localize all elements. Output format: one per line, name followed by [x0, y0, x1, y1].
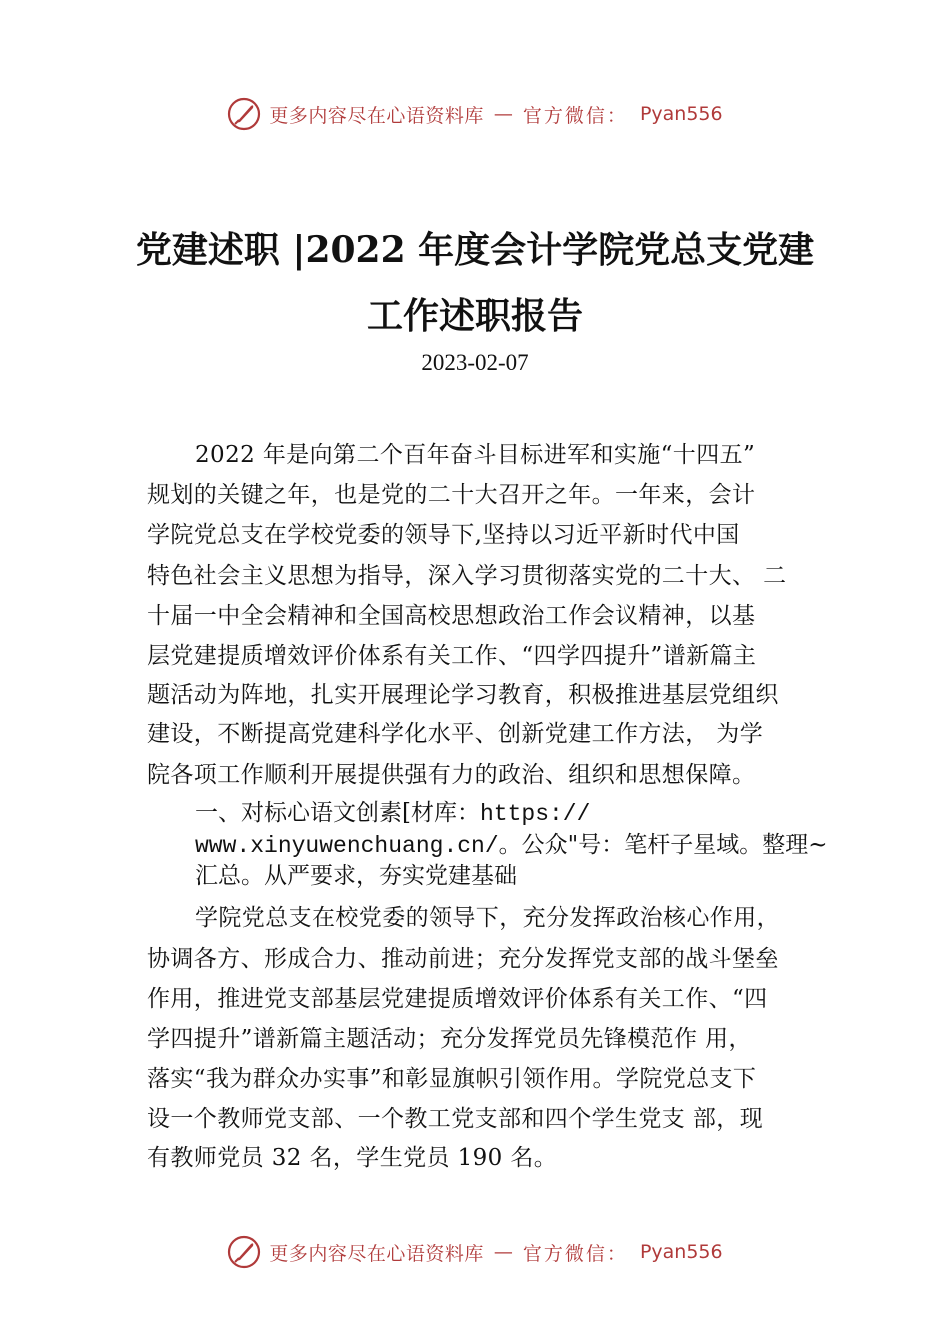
paragraph-line: 十届一中全会精神和全国高校思想政治工作会议精神，以基 — [147, 603, 756, 629]
feather-pen-logo-icon — [227, 97, 261, 131]
watermark-label: 官方微信： — [522, 1242, 628, 1265]
paragraph-line: 学院党总支在校党委的领导下，充分发挥政治核心作用， — [195, 905, 780, 931]
paragraph-line: 院各项工作顺利开展提供强有力的政治、组织和思想保障。 — [147, 762, 756, 788]
paragraph-line: 建设，不断提高党建科学化水平、创新党建工作方法， 为学 — [147, 721, 764, 747]
paragraph-line: 作用，推进党支部基层党建提质增效评价体系有关工作、“四 — [147, 986, 768, 1012]
document-title-line-2: 工作述职报告 — [366, 295, 583, 337]
watermark-site-text: 更多内容尽在心语资料库 — [269, 104, 484, 127]
paragraph-line: 有教师党员 32 名，学生党员 190 名。 — [147, 1145, 558, 1171]
paragraph-line: 学四提升”谱新篇主题活动；充分发挥党员先锋模范作 用， — [147, 1026, 752, 1052]
feather-pen-logo-icon — [227, 1235, 261, 1269]
section-heading-line-2 — [195, 830, 828, 861]
watermark-separator: — — [493, 1241, 513, 1263]
paragraph-line: 规划的关键之年，也是党的二十大召开之年。一年来，会计 — [147, 482, 756, 508]
section-heading-suffix: 。公众"号：笔杆子星域。整理~ — [498, 832, 828, 858]
section-heading-line-1 — [195, 798, 590, 829]
watermark-header — [0, 92, 950, 136]
watermark-wechat-id: Pyan556 — [639, 1241, 723, 1263]
watermark-wechat-id: Pyan556 — [639, 103, 723, 125]
source-url-part-2: www.xinyuwenchuang.cn/ — [195, 833, 499, 859]
paragraph-line: 题活动为阵地，扎实开展理论学习教育，积极推进基层党组织 — [147, 682, 779, 708]
watermark-site-text: 更多内容尽在心语资料库 — [269, 1242, 484, 1265]
paragraph-line: 设一个教师党支部、一个教工党支部和四个学生党支 部，现 — [147, 1106, 764, 1132]
section-heading-line-3: 汇总。从严要求，夯实党建基础 — [195, 863, 517, 889]
section-heading-prefix: 一、对标心语文创素[材库： — [195, 800, 480, 826]
paragraph-line: 特色社会主义思想为指导，深入学习贯彻落实党的二十大、 二 — [147, 563, 787, 589]
watermark-footer — [0, 1230, 950, 1274]
document-date: 2023-02-07 — [421, 350, 529, 375]
paragraph-line: 2022 年是向第二个百年奋斗目标进军和实施“十四五” — [195, 442, 756, 468]
source-url-part-1: https:// — [479, 801, 591, 827]
watermark-label: 官方微信： — [522, 104, 628, 127]
paragraph-line: 协调各方、形成合力、推动前进；充分发挥党支部的战斗堡垒 — [147, 946, 779, 972]
paragraph-line: 落实“我为群众办实事”和彰显旗帜引领作用。学院党总支下 — [147, 1066, 757, 1092]
paragraph-line: 学院党总支在学校党委的领导下,坚持以习近平新时代中国 — [147, 522, 740, 548]
watermark-separator: — — [493, 103, 513, 125]
document-title-line-1: 党建述职 |2022 年度会计学院党总支党建 — [135, 229, 815, 271]
paragraph-line: 层党建提质增效评价体系有关工作、“四学四提升”谱新篇主 — [147, 643, 757, 669]
